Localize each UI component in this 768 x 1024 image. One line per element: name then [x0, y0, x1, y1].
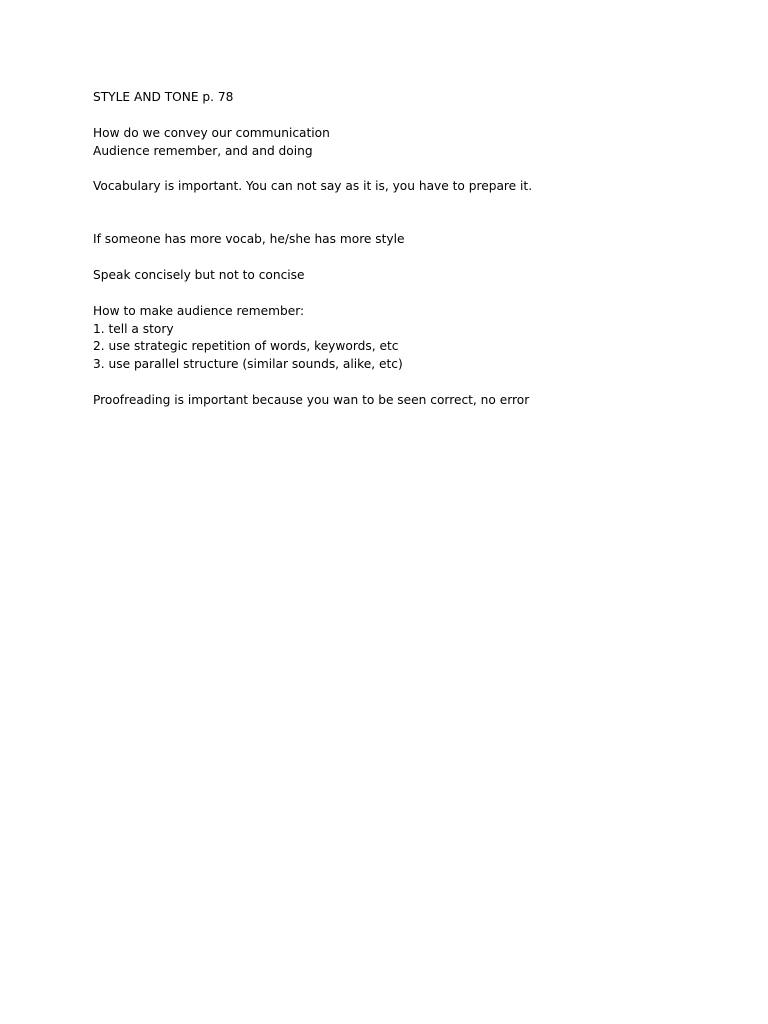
remember-heading: How to make audience remember: — [93, 303, 305, 318]
style-note: If someone has more vocab, he/she has more style — [93, 232, 405, 247]
concise-note: Speak concisely but not to concise — [93, 267, 305, 282]
vocabulary-note: Vocabulary is important. You can not say as it is, you have to prepare it. — [93, 179, 533, 194]
document-title: STYLE AND TONE p. 78 — [93, 90, 234, 104]
list-item: 2. use strategic repetition of words, keywords, etc — [93, 339, 399, 354]
proofreading-note: Proofreading is important because you wan to be seen correct, no error — [93, 392, 530, 407]
note-line: How do we convey our communication — [93, 125, 330, 140]
spacer — [93, 285, 713, 303]
list-item: 3. use parallel structure (similar sounds, alike, etc) — [93, 357, 403, 372]
note-line: Audience remember, and and doing — [93, 143, 313, 158]
list-item: 1. tell a story — [93, 321, 174, 336]
spacer — [93, 196, 713, 231]
spacer — [93, 249, 713, 267]
spacer — [93, 374, 713, 392]
spacer — [93, 107, 713, 125]
spacer — [93, 160, 713, 178]
document-page — [93, 89, 713, 410]
